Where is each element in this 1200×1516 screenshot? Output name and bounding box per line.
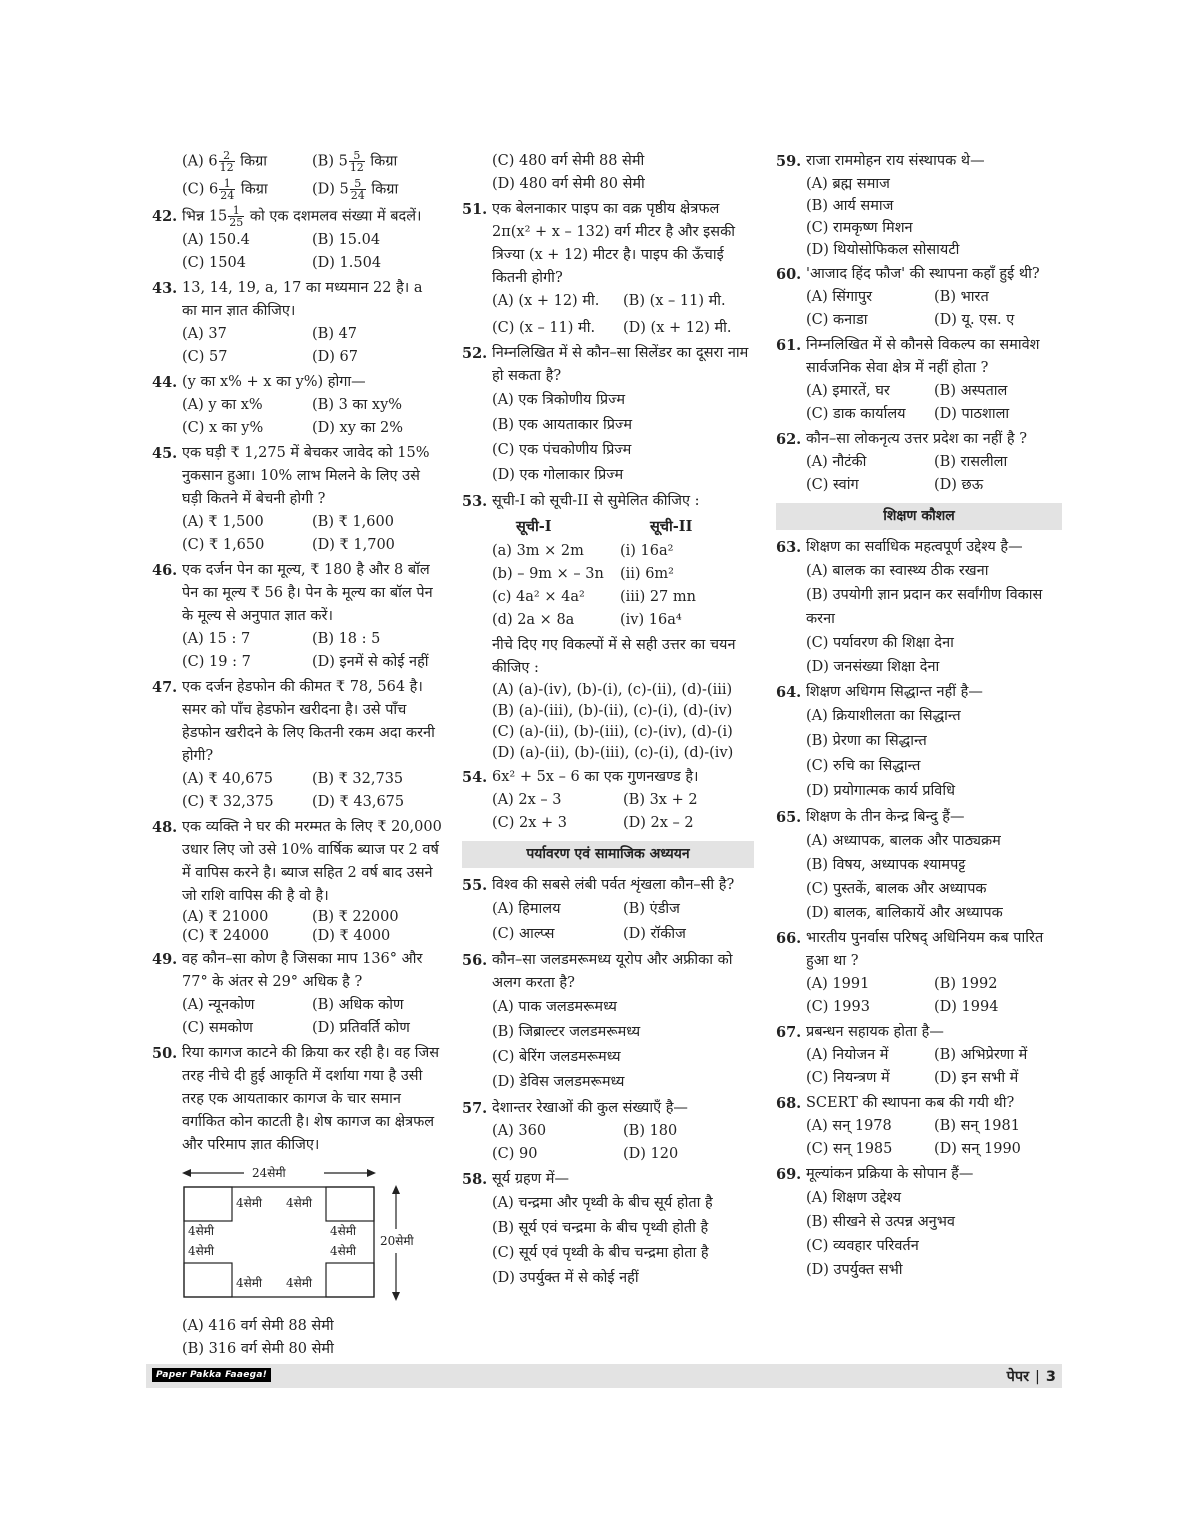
option-c: (C) 6 $\frac{1}{24}$ किग्रा [182, 176, 268, 202]
question-51: 51. एक बेलनाकार पाइप का वक्र पृष्ठीय क्षेत्रफल 2π(x² + x – 132) वर्ग मीटर है और इसकी त्रिज्या (x + 12) मीटर है। पाइप की ऊँचाई कितनी होगी? (A) (x + 12) मी. (B) (x – 11) मी. (C) (x – 11) मी. (D) (x + 12) मी. [462, 201, 735, 336]
brand-logo: Paper Pakka Faaega! [152, 1368, 271, 1382]
question-62: 62. कौन–सा लोकनृत्य उत्तर प्रदेश का नहीं है ? (A) नौटंकी (B) रासलीला (C) स्वांग (D) छऊ [776, 431, 1027, 493]
question-44: 44. (y का x% + x का y%) होगा— (A) y का x% (B) 3 का xy% (C) x का y% (D) xy का 2% [152, 373, 404, 436]
question-43: 43. 13, 14, 19, a, 17 का मध्यमान 22 है। a का मान ज्ञात कीजिए। (A) 37 (B) 47 (C) 57 (D) 67 [152, 279, 423, 365]
question-67: 67. प्रबन्धन सहायक होता है— (A) नियोजन में (B) अभिप्रेरणा में (C) नियन्त्रण में (D) इन सभी में [776, 1024, 1028, 1086]
section-heading: पर्यावरण एवं सामाजिक अध्ययन [462, 841, 754, 868]
question-55: 55. विश्व की सबसे लंबी पर्वत शृंखला कौन–सी है? (A) हिमालय (B) एंडीज (C) आल्प्स (D) रॉकीज [462, 877, 735, 942]
svg-text:4सेमी: 4सेमी [286, 1275, 313, 1290]
option-d: (D) 5 $\frac{5}{24}$ किग्रा [312, 176, 399, 202]
svg-text:4सेमी: 4सेमी [236, 1195, 263, 1210]
option-b: (B) 5 $\frac{5}{12}$ किग्रा [312, 149, 398, 174]
question-48: 48. एक व्यक्ति ने घर की मरम्मत के लिए ₹ 20,000 उधार लिए जो उसे 10% वार्षिक ब्याज पर 2 वर्ष में वापिस करने है। ब्याज सहित 2 वर्ष बाद उसने जो राशि वापिस की है वो है। (A) ₹ 21000 (B) ₹ 22000 (C) ₹ 24000 (D) ₹ 4000 [152, 818, 442, 944]
option-d: (D) 480 वर्ग सेमी 80 सेमी [492, 176, 645, 192]
question-50-continued [462, 150, 754, 196]
match-row: (a) 3m × 2m (i) 16a² [492, 543, 674, 559]
page-number: पेपर | 3 [1006, 1369, 1056, 1385]
question-56: 56. कौन–सा जलडमरूमध्य यूरोप और अफ्रीका को अलग करता है? (A) पाक जलडमरूमध्य (B) जिब्राल्टर जलडमरूमध्य (C) बेरिंग जलडमरूमध्य (D) डेविस जलडमरूमध्य [462, 952, 733, 1090]
question-65: 65. शिक्षण के तीन केन्द्र बिन्दु हैं— (A) अध्यापक, बालक और पाठ्यक्रम (B) विषय, अध्यापक श्यामपट्ट (C) पुस्तकें, बालक और अध्यापक (D) बालक, बालिकायें और अध्यापक [776, 809, 1003, 921]
section-heading: शिक्षण कौशल [776, 503, 1062, 530]
question-66: 66. भारतीय पुनर्वास परिषद् अधिनियम कब पारित हुआ था ? (A) 1991 (B) 1992 (C) 1993 (D) 1994 [776, 930, 1044, 1015]
column-2 [462, 150, 754, 1293]
match-row: (c) 4a² × 4a² (iii) 27 mn [492, 589, 696, 605]
question-64: 64. शिक्षण अधिगम सिद्धान्त नहीं है— (A) क्रियाशीलता का सिद्धान्त (B) प्रेरणा का सिद्धान्त (C) रुचि का सिद्धान्त (D) प्रयोगात्मक कार्य प्रविधि [776, 684, 983, 799]
question-49: 49. वह कौन–सा कोण है जिसका माप 136° और 77° के अंतर से 29° अधिक है ? (A) न्यूनकोण (B) अधिक कोण (C) समकोण (D) प्रतिवर्ति कोण [152, 950, 423, 1036]
option-c: (C) 480 वर्ग सेमी 88 सेमी [492, 153, 645, 169]
fig-width-label: 24सेमी [252, 1165, 286, 1180]
question-42: 42. भिन्न 15 $\frac{1}{25}$ को एक दशमलव संख्या में बदलें। (A) 150.4 (B) 15.04 (C) 1504 (D) 1.504 [152, 204, 422, 271]
match-header: सूची-I सूची-II [516, 518, 693, 535]
question-53: 53. सूची-I को सूची-II से सुमेलित कीजिए : सूची-I सूची-II (a) 3m × 2m (i) 16a² (b) – 9m × – 3n (ii) 6m² (c) 4a² × 4a² (iii) 27 mn (d) 2a × 8a (iv) 16a⁴ नीचे दिए गए विकल्पों में से सही उत्तर का चयन कीजिए : (A) (a)-(iv), (b)-(i), (c)-(ii), (d)-(iii) (B) (a)-(iii), (b)-(ii), (c)-(i), (d)-(iv) (C) (a)-(ii), (b)-(iii), (c)-(iv), (d)-(i) (D) (a)-(ii), (b)-(iii), (c)-(i), (d)-(iv) [462, 490, 754, 764]
question-41-options [152, 150, 442, 201]
column-3 [776, 150, 1062, 1284]
question-52: 52. निम्नलिखित में से कौन–सा सिलेंडर का दूसरा नाम हो सकता है? (A) एक त्रिकोणीय प्रिज्म (B) एक आयताकार प्रिज्म (C) एक पंचकोणीय प्रिज्म (D) एक गोलाकार प्रिज्म [462, 345, 749, 483]
question-60: 60. 'आजाद हिंद फौज' की स्थापना कहाँ हुई थी? (A) सिंगापुर (B) भारत (C) कनाडा (D) यू. एस. ए [776, 266, 1040, 328]
question-46: 46. एक दर्जन पेन का मूल्य, ₹ 180 है और 8 बॉल पेन का मूल्य ₹ 56 है। पेन के मूल्य का बॉल पेन के मूल्य से अनुपात ज्ञात करें। (A) 15 : 7 (B) 18 : 5 (C) 19 : 7 (D) इनमें से कोई नहीं [152, 561, 433, 670]
option-b: (B) 316 वर्ग सेमी 80 सेमी [182, 1340, 334, 1357]
question-69: 69. मूल्यांकन प्रक्रिया के सोपान हैं— (A) शिक्षण उद्देश्य (B) सीखने से उत्पन्न अनुभव (C) व्यवहार परिवर्तन (D) उपर्युक्त सभी [776, 1166, 974, 1278]
fig-height-label: 20सेमी [380, 1233, 414, 1248]
question-61: 61. निम्नलिखित में से कौनसे विकल्प का समावेश सार्वजनिक सेवा क्षेत्र में नहीं होता ? (A) इमारतें, घर (B) अस्पताल (C) डाक कार्यालय (D) पाठशाला [776, 337, 1040, 422]
svg-text:4सेमी: 4सेमी [188, 1243, 215, 1258]
svg-text:4सेमी: 4सेमी [236, 1275, 263, 1290]
svg-text:4सेमी: 4सेमी [330, 1243, 357, 1258]
option-a: (A) 6 $\frac{2}{12}$ किग्रा [182, 149, 268, 174]
question-45: 45. एक घड़ी ₹ 1,275 में बेचकर जावेद को 15% नुकसान हुआ। 10% लाभ मिलने के लिए उसे घड़ी कितने में बेचनी होगी ? (A) ₹ 1,500 (B) ₹ 1,600 (C) ₹ 1,650 (D) ₹ 1,700 [152, 444, 430, 553]
cut-paper-diagram [182, 1163, 442, 1311]
option-a: (A) 416 वर्ग सेमी 88 सेमी [182, 1317, 334, 1334]
question-57: 57. देशान्तर रेखाओं की कुल संख्याएँ है— (A) 360 (B) 180 (C) 90 (D) 120 [462, 1100, 688, 1162]
match-row: (b) – 9m × – 3n (ii) 6m² [492, 566, 674, 582]
question-59: 59. राजा राममोहन राय संस्थापक थे— (A) ब्रह्म समाज (B) आर्य समाज (C) रामकृष्ण मिशन (D) थियोसोफिकल सोसायटी [776, 153, 985, 258]
question-68: 68. SCERT की स्थापना कब की गयी थी? (A) सन् 1978 (B) सन् 1981 (C) सन् 1985 (D) सन् 1990 [776, 1095, 1021, 1157]
question-63: 63. शिक्षण का सर्वाधिक महत्वपूर्ण उद्देश्य है— (A) बालक का स्वास्थ्य ठीक रखना (B) उपयोगी ज्ञान प्रदान कर सर्वांगीण विकास करना (C) पर्यावरण की शिक्षा देना (D) जनसंख्या शिक्षा देना [776, 539, 1043, 675]
question-54: 54. 6x² + 5x – 6 का एक गुणनखण्ड है। (A) 2x – 3 (B) 3x + 2 (C) 2x + 3 (D) 2x – 2 [462, 769, 699, 831]
svg-text:4सेमी: 4सेमी [330, 1223, 357, 1238]
question-50: 50. रिया कागज काटने की क्रिया कर रही है। वह जिस तरह नीचे दी हुई आकृति में दर्शाया गया है उसी तरह एक आयताकार कागज के चार समान वर्गाकित कोन काटती है। शेष कागज का क्षेत्रफल और परिमाप ज्ञात कीजिए। 24सेमी 4सेमी 4सेमी 4सेमी 4सेमी 4सेमी 4सेमी 4सेमी 4सेमी 20सेमी (A) 416 वर्ग सेमी 88 सेमी (B) 316 वर्ग सेमी 80 सेमी [152, 1042, 442, 1361]
svg-text:4सेमी: 4सेमी [286, 1195, 313, 1210]
match-row: (d) 2a × 8a (iv) 16a⁴ [492, 612, 682, 628]
svg-text:4सेमी: 4सेमी [188, 1223, 215, 1238]
question-58: 58. सूर्य ग्रहण में— (A) चन्द्रमा और पृथ्वी के बीच सूर्य होता है (B) सूर्य एवं चन्द्रमा के बीच पृथ्वी होती है (C) सूर्य एवं पृथ्वी के बीच चन्द्रमा होता है (D) उपर्युक्त में से कोई नहीं [462, 1171, 713, 1286]
question-47: 47. एक दर्जन हेडफोन की कीमत ₹ 78, 564 है। समर को पाँच हेडफोन खरीदना है। उसे पाँच हेडफोन खरीदने के लिए कितनी रकम अदा करनी होगी? (A) ₹ 40,675 (B) ₹ 32,735 (C) ₹ 32,375 (D) ₹ 43,675 [152, 678, 435, 810]
page-footer [146, 1364, 1062, 1388]
column-1 [152, 150, 442, 1363]
